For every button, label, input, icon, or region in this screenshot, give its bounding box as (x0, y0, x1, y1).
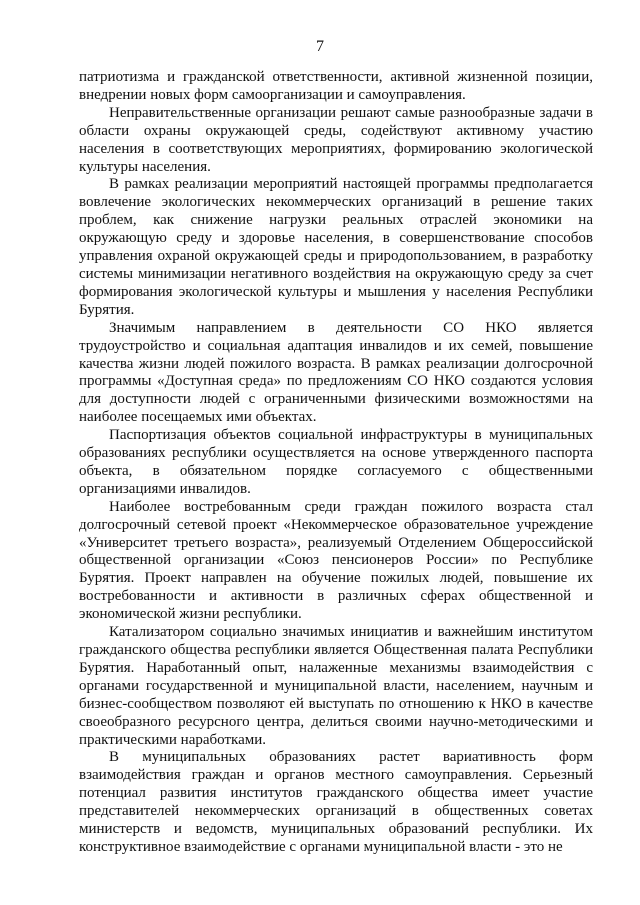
paragraph-3: В рамках реализации мероприятий настоящей программы предполагается вовлечение экологических некоммерческих организаций в решение таких проблем, как снижение нагрузки реальных отраслей экономики на окружающую среду и здоровье населения, в совершенствование способов управления охраной окружающей среды и природопользованием, в разработку системы минимизации негативного воздействия на окружающую среду за счет формирования экологической культуры и мышления у населения Республики Бурятия. (79, 176, 593, 318)
body-text (79, 69, 593, 857)
paragraph-2: Неправительственные организации решают самые разнообразные задачи в области охраны окружающей среды, содействуют активному участию населения в соответствующих мероприятиях, формированию экологической культуры населения. (79, 104, 593, 175)
paragraph-8: В муниципальных образованиях растет вариативность форм взаимодействия граждан и органов местного самоуправления. Серьезный потенциал развития институтов гражданского общества имеет участие представителей некоммерческих организаций в общественных советах министерств и ведомств, муниципальных образований республики. Их конструктивное взаимодействие с органами муниципальной власти - это не (79, 749, 593, 855)
paragraph-7: Катализатором социально значимых инициатив и важнейшим институтом гражданского общества республики является Общественная палата Республики Бурятия. Наработанный опыт, налаженные механизмы взаимодействия с органами государственной и муниципальной власти, населением, научным и бизнес-сообществом позволяют ей выступать по отношению к НКО в качестве своеобразного ресурсного центра, делиться своими научно-методическими и практическими наработками. (79, 624, 593, 748)
paragraph-1: патриотизма и гражданской ответственности, активной жизненной позиции, внедрении новых форм самоорганизации и самоуправления. (79, 69, 593, 103)
page-number: 7 (316, 38, 324, 55)
paragraph-5: Паспортизация объектов социальной инфраструктуры в муниципальных образованиях республики осуществляется на основе утвержденного паспорта объекта, в обязательном порядке согласуемого с общественными организациями инвалидов. (79, 427, 593, 497)
paragraph-6: Наиболее востребованным среди граждан пожилого возраста стал долгосрочный сетевой проект «Некоммерческое образовательное учреждение «Университет третьего возраста», реализуемый Отделением Общероссийской общественной организации «Союз пенсионеров России» по Республике Бурятия. Проект направлен на обучение пожилых людей, повышение их востребованности и активности в различных сферах общественной и экономической жизни республики. (79, 498, 593, 623)
paragraph-4: Значимым направлением в деятельности СО НКО является трудоустройство и социальная адаптация инвалидов и их семей, повышение качества жизни людей пожилого возраста. В рамках реализации долгосрочной программы «Доступная среда» по предложениям СО НКО создаются условия для доступности людей с ограниченными физическими возможностями на наиболее посещаемых ими объектах. (79, 319, 593, 426)
